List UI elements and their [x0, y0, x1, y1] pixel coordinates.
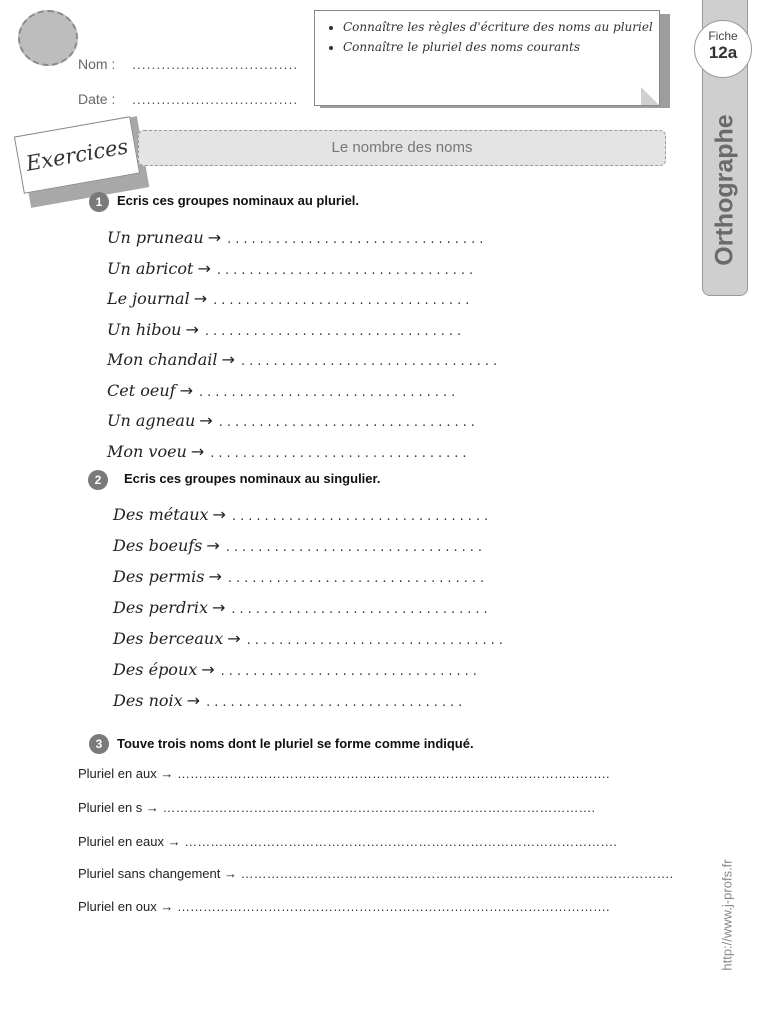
answer-line[interactable]: ................................ [227, 571, 489, 586]
exercise2-item [113, 629, 507, 648]
item-word: Un abricot [107, 258, 194, 278]
answer-line[interactable]: ................................ [216, 262, 478, 278]
answer-line[interactable]: ................................ [204, 323, 466, 339]
fiche-label: Fiche [708, 29, 738, 43]
arrow-icon: → [156, 766, 178, 781]
worksheet-title: Le nombre des noms [138, 130, 666, 166]
arrow-icon: → [211, 598, 226, 617]
exercise1-item [107, 411, 479, 430]
exercise2-item [113, 567, 488, 586]
exercises-label: Exercices [24, 134, 130, 176]
arrow-icon: → [193, 289, 208, 308]
exercise-3-instruction: Touve trois noms dont le pluriel se forme comme indiqué. [117, 736, 474, 751]
arrow-icon: → [156, 899, 178, 914]
answer-line[interactable]: ………………………………………………………………………………………. [177, 766, 610, 781]
item-word: Des perdrix [113, 598, 208, 617]
item-word: Des permis [113, 567, 205, 586]
answer-line[interactable]: ................................ [206, 695, 467, 710]
exercise2-item [113, 598, 492, 617]
arrow-icon: → [212, 505, 226, 524]
item-word: Mon voeu [107, 441, 187, 461]
answer-line[interactable]: ................................ [231, 509, 493, 524]
arrow-icon: → [206, 536, 220, 555]
arrow-icon: → [197, 258, 211, 278]
page-fold-corner [641, 87, 659, 105]
item-word: Des noix [113, 691, 183, 710]
exercise1-item [107, 350, 501, 369]
exercise1-item [107, 289, 473, 308]
arrow-icon: → [208, 567, 222, 586]
objective-item: • Connaître le pluriel des noms courants [343, 37, 659, 57]
answer-line[interactable]: ................................ [240, 354, 502, 369]
answer-line[interactable]: ................................ [231, 602, 492, 617]
item-word: Des berceaux [113, 629, 224, 648]
answer-line[interactable]: ................................ [246, 633, 507, 648]
answer-line[interactable]: ................................ [210, 445, 471, 461]
exercise-2-number: 2 [88, 470, 108, 490]
exercise-2-instruction: Ecris ces groupes nominaux au singulier. [124, 471, 381, 486]
item-word: Un agneau [107, 411, 196, 430]
arrow-icon: → [221, 350, 235, 369]
item-label: Pluriel en s [78, 800, 143, 815]
subject-title: Orthographe [710, 114, 739, 266]
exercise1-item [107, 259, 477, 278]
arrow-icon: → [185, 319, 199, 339]
answer-line[interactable]: ................................ [220, 664, 481, 679]
item-word: Des métaux [113, 505, 209, 524]
item-word: Des époux [113, 660, 198, 679]
item-word: Cet oeuf [107, 380, 176, 400]
item-label: Pluriel en oux [78, 899, 157, 914]
exercise2-item [113, 536, 486, 555]
item-word: Un pruneau [107, 228, 204, 247]
item-label: Pluriel en eaux [78, 834, 164, 849]
item-word: Un hibou [107, 319, 182, 339]
answer-line[interactable]: ................................ [213, 293, 474, 308]
objectives-box [314, 10, 660, 106]
answer-line[interactable]: ………………………………………………………………………………………. [162, 800, 596, 815]
item-word: Le journal [107, 289, 190, 308]
exercise-1-number: 1 [89, 192, 109, 212]
exercise1-item [107, 381, 459, 400]
arrow-icon: → [220, 866, 241, 881]
arrow-icon: → [142, 800, 163, 815]
arrow-icon: → [199, 411, 213, 430]
objective-item: • Connaître les règles d'écriture des noms au pluriel [343, 17, 659, 37]
exercise-3-item [78, 800, 688, 815]
fiche-number: 12a [708, 43, 738, 62]
website-url: http://www.j-profs.fr [719, 859, 735, 971]
answer-line[interactable]: ................................ [218, 415, 479, 430]
exercise2-item [113, 505, 492, 524]
exercise-3-item [78, 899, 688, 914]
answer-line[interactable]: ................................ [227, 232, 488, 247]
item-word: Des boeufs [113, 536, 203, 555]
arrow-icon: → [207, 228, 222, 247]
item-label: Pluriel sans changement [78, 866, 221, 881]
item-word: Mon chandail [107, 350, 218, 369]
fiche-badge [694, 20, 752, 78]
exercise-3-item [78, 866, 688, 881]
answer-line[interactable]: ………………………………………………………………………………………. [177, 899, 610, 914]
nom-label: Nom : [78, 56, 116, 72]
answer-line[interactable]: ………………………………………………………………………………………. [240, 866, 674, 881]
exercise2-item [113, 691, 466, 710]
date-field[interactable]: .................................. [132, 91, 299, 107]
exercise-3-item [78, 766, 688, 781]
arrow-icon: → [227, 629, 241, 648]
answer-line[interactable]: ………………………………………………………………………………………. [184, 834, 617, 849]
exercise-3-item [78, 834, 688, 849]
arrow-icon: → [201, 660, 215, 679]
arrow-icon: → [190, 441, 205, 461]
item-label: Pluriel en aux [78, 766, 157, 781]
exercise-1-instruction: Ecris ces groupes nominaux au pluriel. [117, 193, 360, 208]
arrow-icon: → [164, 834, 185, 849]
exercise2-item [113, 660, 481, 679]
exercise1-item [107, 442, 471, 461]
arrow-icon: → [186, 691, 201, 710]
date-label: Date : [78, 91, 116, 107]
arrow-icon: → [179, 380, 193, 400]
exercise1-item [107, 320, 465, 339]
exercise-3-number: 3 [89, 734, 109, 754]
answer-line[interactable]: ................................ [225, 540, 487, 555]
decorative-circle [18, 10, 78, 66]
answer-line[interactable]: ................................ [198, 384, 460, 400]
nom-field[interactable]: .................................. [132, 56, 299, 72]
exercise1-item [107, 228, 487, 247]
